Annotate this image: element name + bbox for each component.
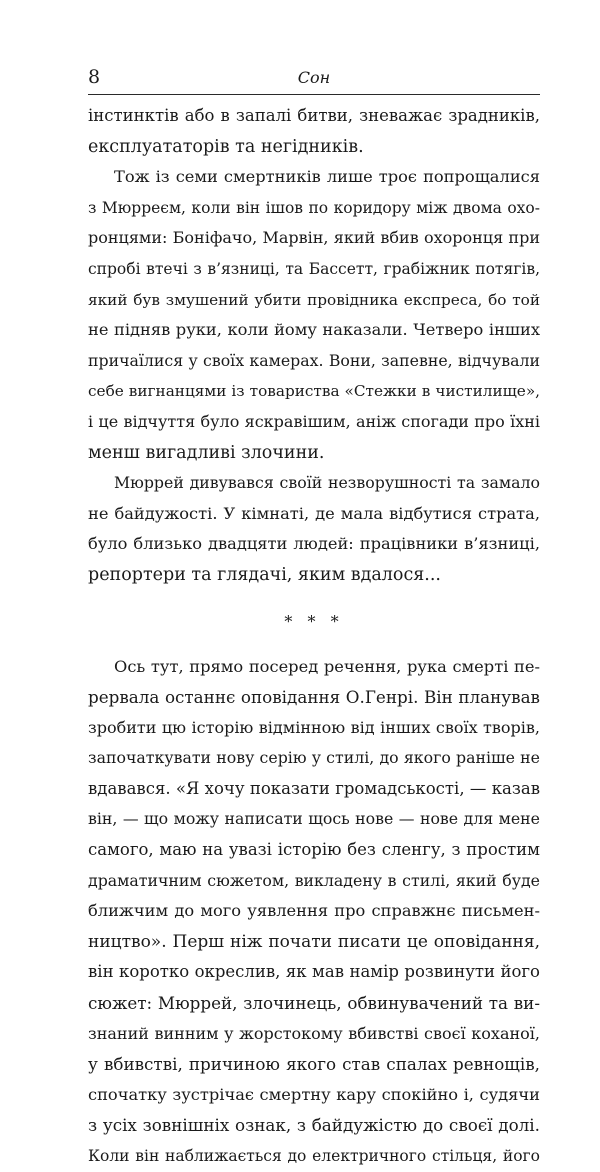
- text-line: репортери та глядачі, яким вдалося...: [88, 564, 441, 585]
- text-line: спочатку зустрічає смертну кару спокійно і, судячи: [88, 1084, 540, 1104]
- text-line: Ось тут, прямо посеред речення, рука смерті пе-: [114, 656, 540, 676]
- text-line: сюжет: Мюррей, злочинець, обвинувачений та ви-: [88, 993, 540, 1014]
- text-line: експлуататорів та негідників.: [88, 136, 364, 157]
- running-title: Сон: [297, 68, 331, 87]
- body-text: [88, 101, 540, 1172]
- text-line: започаткувати нову серію у стилі, до якого раніше не: [88, 748, 540, 768]
- text-line: він коротко окреслив, як мав намір розвинути його: [88, 962, 540, 982]
- running-header: [88, 60, 540, 95]
- text-line: не підняв руки, коли йому наказали. Четверо інших: [88, 320, 540, 340]
- text-line: не байдужості. У кімнаті, де мала відбутися страта,: [88, 503, 540, 523]
- text-line: знаний винним у жорстокому вбивстві своєї коханої,: [88, 1023, 540, 1043]
- text-line: Коли він наближається до електричного стільця, його: [88, 1147, 540, 1165]
- text-line: причаїлися у своїх камерах. Вони, запевне, відчували: [88, 350, 540, 370]
- text-line: ближчим до мого уявлення про справжнє письмен-: [88, 901, 540, 921]
- paragraph: [88, 652, 540, 1172]
- text-line: ництво». Перш ніж почати писати це оповідання,: [88, 931, 540, 952]
- paragraph: [88, 468, 540, 590]
- page-number: 8: [88, 66, 101, 88]
- text-line: себе вигнанцями із товариства «Стежки в чистилище»,: [88, 382, 540, 401]
- text-line: Тож із семи смертників лише троє попрощалися: [114, 167, 540, 187]
- text-line: спробі втечі з в’язниці, та Бассетт, грабіжник потягів,: [88, 259, 540, 278]
- text-line: менш вигадливі злочини.: [88, 442, 325, 463]
- text-line: ронцями: Боніфачо, Марвін, який вбив охоронця при: [88, 228, 540, 248]
- text-line: інстинктів або в запалі битви, зневажає зрадників,: [88, 106, 540, 125]
- text-line: Мюррей дивувався своїй незворушності та замало: [114, 473, 540, 493]
- text-line: з Мюрреєм, коли він ішов по коридору між двома охо-: [88, 198, 540, 217]
- text-line: він, — що можу написати щось нове — нове для мене: [88, 809, 540, 829]
- text-line: з усіх зовнішніх ознак, з байдужістю до своєї долі.: [88, 1115, 540, 1136]
- text-line: вдавався. «Я хочу показати громадськості, — казав: [88, 778, 540, 798]
- book-page: [88, 60, 540, 1172]
- text-line: драматичним сюжетом, викладену в стилі, який буде: [88, 870, 540, 890]
- text-line: який був змушений убити провідника експреса, бо той: [88, 290, 540, 309]
- text-line: і це відчуття було яскравішим, аніж спогади про їхні: [88, 411, 540, 431]
- paragraph: [88, 162, 540, 468]
- paragraph: [88, 101, 540, 162]
- text-line: рервала останнє оповідання О.Генрі. Він планував: [88, 687, 540, 708]
- text-line: самого, маю на увазі історію без сленгу, з простим: [88, 840, 540, 860]
- text-line: у вбивстві, причиною якого став спалах ревнощів,: [88, 1054, 540, 1075]
- section-separator: * * *: [284, 611, 344, 631]
- text-line: було близько двадцяти людей: працівники в’язниці,: [88, 534, 540, 554]
- text-line: зробити цю історію відмінною від інших своїх творів,: [88, 717, 540, 737]
